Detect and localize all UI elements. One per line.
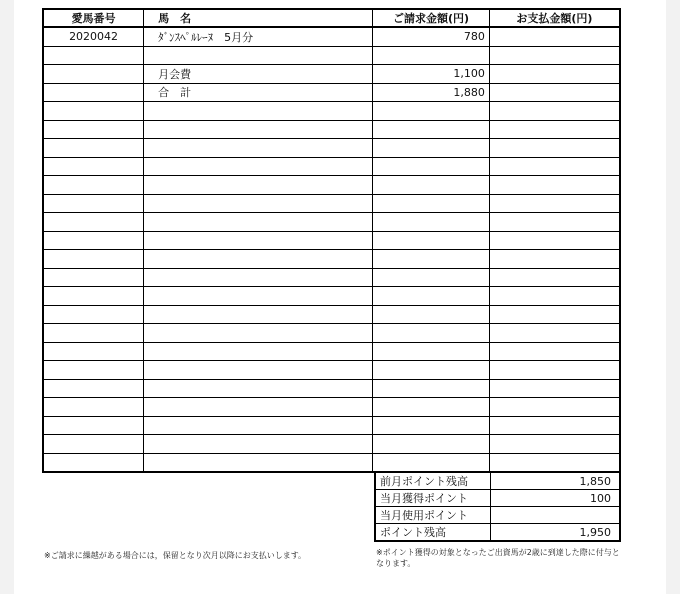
row-horse-name	[144, 379, 373, 398]
row-horse-id	[43, 324, 144, 343]
row-horse-name: 合 計	[144, 83, 373, 102]
header-horse-id: 愛馬番号	[43, 9, 144, 27]
table-row	[43, 102, 620, 121]
billing-table-header	[43, 9, 620, 27]
row-payment-amount	[489, 379, 620, 398]
table-row	[43, 324, 620, 343]
carryover-note: ※ご請求に繰越がある場合には，保留となり次月以降にお支払いします。	[44, 551, 307, 560]
row-payment-amount	[489, 305, 620, 324]
row-horse-id	[43, 416, 144, 435]
row-horse-id	[43, 398, 144, 417]
row-horse-id: 2020042	[43, 27, 144, 46]
row-billing-amount	[373, 194, 490, 213]
row-payment-amount	[489, 65, 620, 84]
points-label: 前月ポイント残高	[375, 472, 491, 490]
row-payment-amount	[489, 139, 620, 158]
row-horse-id	[43, 361, 144, 380]
points-value: 100	[491, 490, 620, 507]
row-payment-amount	[489, 324, 620, 343]
row-billing-amount	[373, 250, 490, 269]
row-payment-amount	[489, 120, 620, 139]
row-billing-amount	[373, 213, 490, 232]
row-horse-id	[43, 65, 144, 84]
row-horse-name	[144, 213, 373, 232]
row-billing-amount: 1,880	[373, 83, 490, 102]
row-horse-id	[43, 176, 144, 195]
row-billing-amount	[373, 324, 490, 343]
points-row	[375, 524, 620, 542]
row-horse-name	[144, 120, 373, 139]
row-horse-id	[43, 342, 144, 361]
row-horse-id	[43, 435, 144, 454]
points-value: 1,950	[491, 524, 620, 542]
row-horse-id	[43, 231, 144, 250]
table-row	[43, 453, 620, 472]
points-row	[375, 490, 620, 507]
table-row	[43, 194, 620, 213]
row-billing-amount	[373, 361, 490, 380]
table-row	[43, 213, 620, 232]
table-row	[43, 361, 620, 380]
row-horse-name	[144, 398, 373, 417]
table-row	[43, 268, 620, 287]
points-label: ポイント残高	[375, 524, 491, 542]
row-billing-amount	[373, 435, 490, 454]
row-horse-name	[144, 435, 373, 454]
row-horse-name	[144, 194, 373, 213]
row-horse-name	[144, 305, 373, 324]
row-horse-name	[144, 231, 373, 250]
row-payment-amount	[489, 194, 620, 213]
row-billing-amount	[373, 157, 490, 176]
row-horse-name	[144, 102, 373, 121]
table-row	[43, 435, 620, 454]
row-billing-amount	[373, 416, 490, 435]
row-payment-amount	[489, 453, 620, 472]
row-payment-amount	[489, 287, 620, 306]
row-horse-name	[144, 416, 373, 435]
table-row	[43, 342, 620, 361]
row-payment-amount	[489, 213, 620, 232]
row-payment-amount	[489, 398, 620, 417]
row-horse-id	[43, 46, 144, 65]
row-billing-amount	[373, 102, 490, 121]
row-payment-amount	[489, 342, 620, 361]
row-payment-amount	[489, 416, 620, 435]
table-row	[43, 287, 620, 306]
row-billing-amount	[373, 139, 490, 158]
row-payment-amount	[489, 157, 620, 176]
billing-table	[42, 8, 621, 473]
row-payment-amount	[489, 250, 620, 269]
row-billing-amount	[373, 453, 490, 472]
row-horse-id	[43, 268, 144, 287]
table-row	[43, 27, 620, 46]
row-horse-name	[144, 268, 373, 287]
points-note: ※ポイント獲得の対象となったご出資馬が2歳に到達した際に付与となります。	[376, 548, 620, 568]
row-horse-id	[43, 157, 144, 176]
table-row	[43, 250, 620, 269]
points-value	[491, 507, 620, 524]
row-billing-amount	[373, 342, 490, 361]
row-horse-id	[43, 102, 144, 121]
row-payment-amount	[489, 361, 620, 380]
row-horse-name	[144, 139, 373, 158]
row-horse-id	[43, 250, 144, 269]
row-horse-name: 月会費	[144, 65, 373, 84]
row-horse-name	[144, 361, 373, 380]
row-billing-amount	[373, 268, 490, 287]
row-horse-name	[144, 157, 373, 176]
row-billing-amount	[373, 398, 490, 417]
row-horse-id	[43, 194, 144, 213]
points-label: 当月獲得ポイント	[375, 490, 491, 507]
row-payment-amount	[489, 268, 620, 287]
row-billing-amount	[373, 287, 490, 306]
row-billing-amount	[373, 305, 490, 324]
row-horse-id	[43, 139, 144, 158]
header-payment-amount: お支払金額(円)	[489, 9, 620, 27]
table-row	[43, 65, 620, 84]
row-horse-name	[144, 176, 373, 195]
row-billing-amount	[373, 379, 490, 398]
table-row	[43, 305, 620, 324]
row-horse-name	[144, 46, 373, 65]
row-horse-name	[144, 287, 373, 306]
row-horse-id	[43, 453, 144, 472]
row-payment-amount	[489, 27, 620, 46]
points-table	[374, 471, 621, 542]
row-payment-amount	[489, 176, 620, 195]
table-row	[43, 416, 620, 435]
header-horse-name: 馬 名	[144, 9, 373, 27]
row-billing-amount: 1,100	[373, 65, 490, 84]
row-horse-id	[43, 120, 144, 139]
row-horse-name	[144, 250, 373, 269]
row-payment-amount	[489, 435, 620, 454]
table-row	[43, 157, 620, 176]
table-row	[43, 379, 620, 398]
row-billing-amount	[373, 120, 490, 139]
points-value: 1,850	[491, 472, 620, 490]
row-horse-id	[43, 83, 144, 102]
row-billing-amount	[373, 176, 490, 195]
row-horse-id	[43, 305, 144, 324]
row-horse-name: ﾀﾞﾝｽﾍﾟﾙﾚｰﾇ 5月分	[144, 27, 373, 46]
table-row	[43, 83, 620, 102]
row-billing-amount	[373, 231, 490, 250]
row-billing-amount: 780	[373, 27, 490, 46]
table-row	[43, 139, 620, 158]
row-horse-id	[43, 213, 144, 232]
row-horse-name	[144, 342, 373, 361]
points-row	[375, 507, 620, 524]
points-label: 当月使用ポイント	[375, 507, 491, 524]
row-horse-id	[43, 287, 144, 306]
header-billing-amount: ご請求金額(円)	[373, 9, 490, 27]
row-horse-name	[144, 453, 373, 472]
row-payment-amount	[489, 46, 620, 65]
table-row	[43, 398, 620, 417]
row-payment-amount	[489, 231, 620, 250]
table-row	[43, 231, 620, 250]
table-row	[43, 46, 620, 65]
row-horse-id	[43, 379, 144, 398]
row-payment-amount	[489, 83, 620, 102]
row-horse-name	[144, 324, 373, 343]
table-row	[43, 120, 620, 139]
row-payment-amount	[489, 102, 620, 121]
row-billing-amount	[373, 46, 490, 65]
points-row	[375, 472, 620, 490]
table-row	[43, 176, 620, 195]
